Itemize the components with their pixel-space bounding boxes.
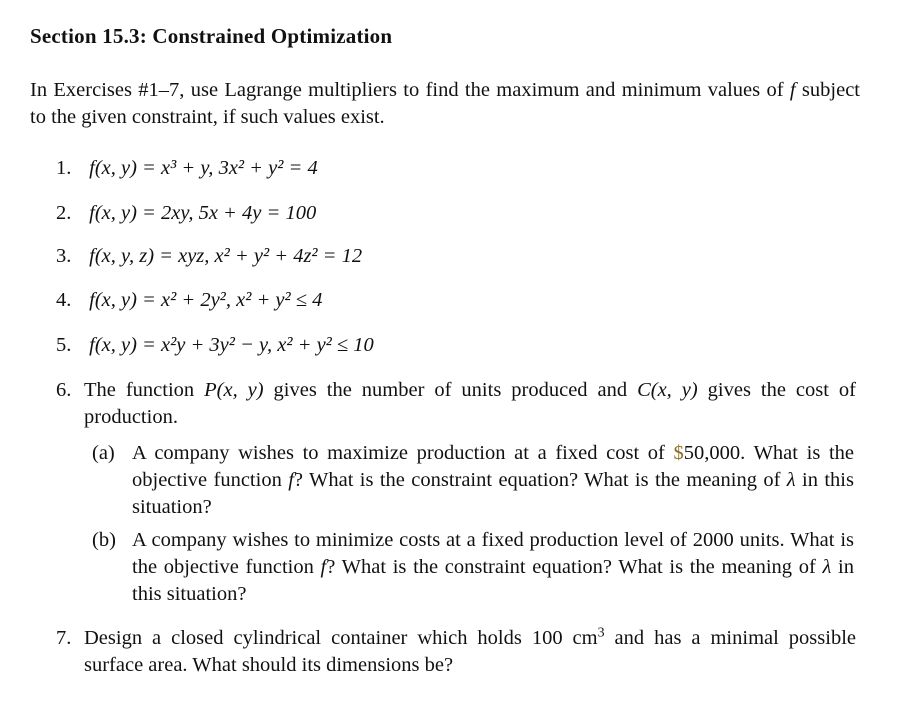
- lambda-symbol: λ: [786, 469, 796, 491]
- text: gives the number of units produced and: [263, 379, 638, 401]
- section-title: Section 15.3: Constrained Optimization: [30, 24, 393, 48]
- exponent: 3: [597, 625, 605, 641]
- exercise-number: 4.: [56, 289, 72, 311]
- exercise-function: f(x, y) = x³ + y,: [89, 157, 214, 179]
- text: gives the cost of production.: [84, 379, 856, 428]
- function-P: P(x, y): [204, 379, 264, 401]
- exercise-function: f(x, y) = x² + 2y²,: [89, 289, 231, 311]
- text: in this situation?: [132, 556, 854, 605]
- part-text: [132, 527, 854, 608]
- exercise-constraint: x² + y² ≤ 10: [277, 334, 374, 356]
- exercise-6: [56, 377, 856, 431]
- f-symbol: f: [288, 469, 294, 491]
- exercise-number: 1.: [56, 157, 72, 179]
- dollar-sign: $: [673, 442, 684, 464]
- part-text: [132, 440, 854, 521]
- text: ? What is the constraint equation? What is the meaning of: [326, 556, 823, 578]
- exercise-7-text: [84, 625, 856, 679]
- exercise-function: f(x, y, z) = xyz,: [89, 245, 210, 267]
- text: ? What is the constraint equation? What is the meaning of: [293, 469, 787, 491]
- exercise-6a: [92, 440, 854, 521]
- intro-paragraph: [30, 77, 860, 131]
- lambda-symbol: λ: [822, 556, 832, 578]
- intro-text-1: In Exercises #1–7, use Lagrange multipliers to find the maximum and minimum values of: [30, 79, 790, 101]
- exercise-function: f(x, y) = 2xy,: [89, 202, 194, 224]
- exercise-number: 2.: [56, 202, 72, 224]
- exercise-6b: [92, 527, 854, 608]
- text: The function: [84, 379, 205, 401]
- exercise-constraint: 5x + 4y = 100: [198, 202, 317, 224]
- exercise-2: [56, 200, 316, 227]
- text: A company wishes to minimize costs at a fixed production level of 2000 units. What is the objective function: [132, 529, 854, 578]
- exercise-constraint: x² + y² ≤ 4: [236, 289, 323, 311]
- text: . What is the objective function: [132, 442, 855, 491]
- exercise-5: [56, 332, 374, 359]
- exercise-number: 7.: [56, 627, 72, 649]
- exercise-number: 6.: [56, 379, 72, 401]
- exercise-3: [56, 243, 362, 270]
- function-C: C(x, y): [637, 379, 698, 401]
- intro-text-2: subject to the given constraint, if such values exist.: [30, 79, 860, 128]
- part-label: (b): [92, 529, 116, 551]
- exercise-function: f(x, y) = x²y + 3y² − y,: [89, 334, 273, 356]
- exercise-constraint: 3x² + y² = 4: [218, 157, 318, 179]
- text: in this situation?: [132, 469, 854, 518]
- exercise-1: [56, 155, 318, 182]
- text: Design a closed cylindrical container which holds 100 cm: [84, 627, 598, 649]
- text: and has a minimal possible surface area. What should its dimensions be?: [84, 627, 856, 676]
- exercise-6-text: [84, 377, 856, 431]
- exercise-7: [56, 625, 856, 679]
- exercise-constraint: x² + y² + 4z² = 12: [214, 245, 363, 267]
- intro-f: f: [789, 79, 796, 101]
- amount: 50,000: [683, 442, 741, 464]
- exercise-number: 5.: [56, 334, 72, 356]
- part-label: (a): [92, 442, 115, 464]
- text: A company wishes to maximize production at a fixed cost of: [132, 442, 674, 464]
- exercise-number: 3.: [56, 245, 72, 267]
- f-symbol: f: [320, 556, 327, 578]
- exercise-4: [56, 287, 322, 314]
